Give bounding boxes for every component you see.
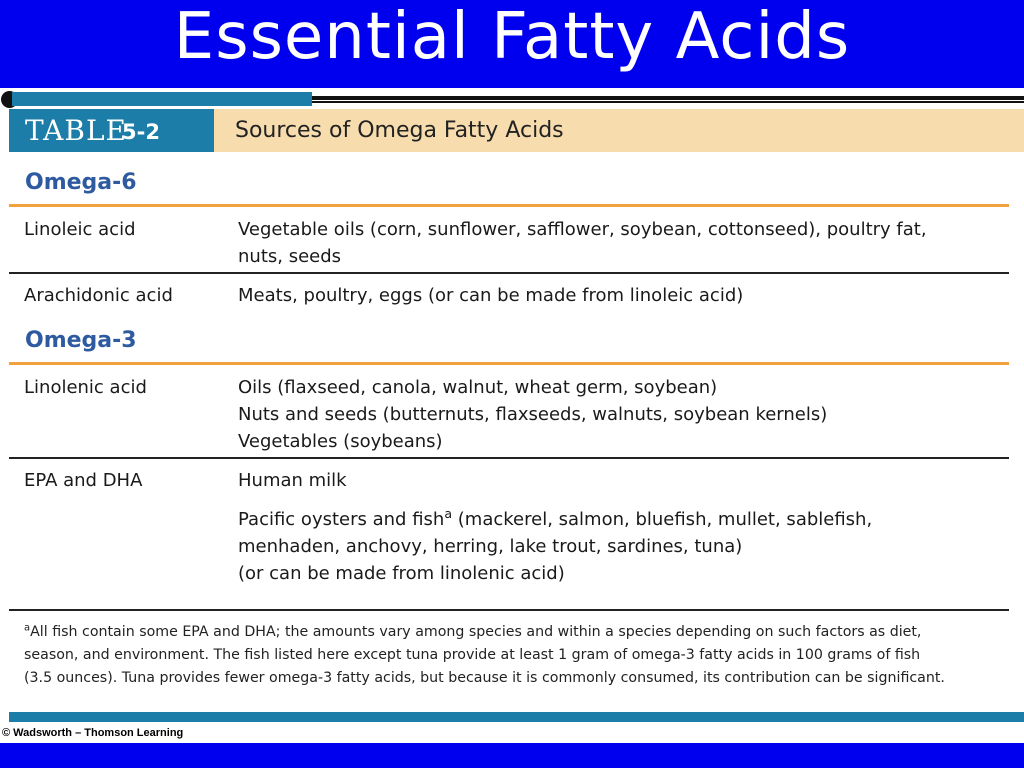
table-tag-word: TABLE [25, 114, 127, 147]
bottom-teal-bar [9, 712, 1024, 722]
rule-line [312, 96, 1024, 100]
source-text: Pacific oysters and fish [238, 509, 445, 530]
source-line: nuts, seeds [238, 246, 342, 267]
source-line: menhaden, anchovy, herring, lake trout, sardines, tuna) [238, 536, 743, 557]
row-name: Linolenic acid [24, 377, 147, 398]
row-sources-extra [238, 506, 1008, 587]
source-line: (or can be made from linolenic acid) [238, 563, 565, 584]
bottom-band [0, 743, 1024, 768]
source-text: (mackerel, salmon, bluefish, mullet, sablefish, [452, 509, 873, 530]
footnote-line [24, 621, 1014, 644]
footnote-marker: a [444, 506, 453, 521]
source-line: Vegetable oils (corn, sunflower, safflower, soybean, cottonseed), poultry fat, [238, 219, 927, 240]
row-sources [238, 374, 1008, 455]
table-title: Sources of Omega Fatty Acids [235, 118, 564, 143]
table-header [9, 109, 1024, 152]
section-heading-omega6: Omega-6 [25, 170, 137, 195]
row-name: Linoleic acid [24, 219, 136, 240]
table-tag [9, 109, 214, 152]
row-sources [238, 467, 1008, 494]
footnote-line: season, and environment. The fish listed here except tuna provide at least 1 gram of omega-3 fatty acids in 100 grams of fish [24, 647, 921, 663]
table-bottom-rule [9, 609, 1009, 611]
footnote [24, 621, 1014, 690]
row-divider [9, 457, 1009, 459]
source-line: Oils (flaxseed, canola, walnut, wheat germ, soybean) [238, 377, 718, 398]
section-rule [9, 362, 1009, 365]
copyright-notice: © Wadsworth – Thomson Learning [2, 727, 184, 739]
row-divider [9, 272, 1009, 274]
row-sources [238, 282, 1008, 309]
footnote-text: All fish contain some EPA and DHA; the amounts vary among species and within a species depending on such factors as diet, [30, 624, 922, 640]
row-sources [238, 216, 1008, 270]
source-line [238, 506, 1008, 533]
slide-title: Essential Fatty Acids [173, 0, 851, 74]
source-line: Nuts and seeds (butternuts, flaxseeds, walnuts, soybean kernels) [238, 404, 828, 425]
source-line: Meats, poultry, eggs (or can be made from linoleic acid) [238, 285, 744, 306]
title-band [0, 0, 1024, 88]
row-name: EPA and DHA [24, 470, 143, 491]
rule-line [312, 101, 1024, 103]
footnote-line: (3.5 ounces). Tuna provides fewer omega-3 fatty acids, but because it is commonly consumed, its contribution can be significant. [24, 670, 945, 686]
row-name: Arachidonic acid [24, 285, 173, 306]
section-rule [9, 204, 1009, 207]
rule-teal-bar [12, 92, 312, 106]
footnote-marker: a [24, 622, 31, 634]
table-tag-number: 5-2 [122, 120, 160, 144]
section-heading-omega3: Omega-3 [25, 328, 137, 353]
source-line: Vegetables (soybeans) [238, 431, 443, 452]
source-line: Human milk [238, 470, 347, 491]
